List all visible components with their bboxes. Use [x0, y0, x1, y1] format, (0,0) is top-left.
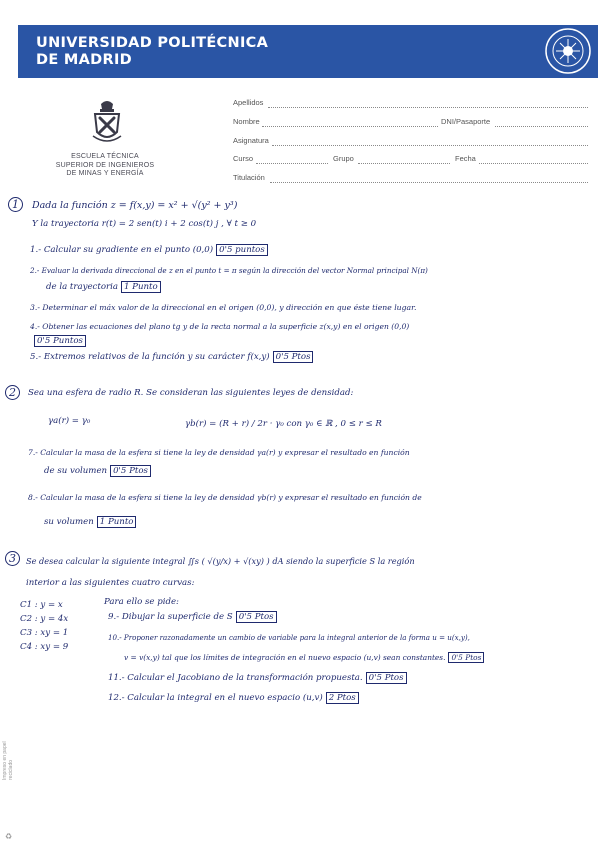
curve-c4: C4 : xy = 9: [20, 642, 69, 652]
apellidos-label: Apellidos: [233, 98, 264, 107]
question-4-points: 0'5 Puntos: [34, 335, 86, 347]
school-name: [45, 153, 165, 179]
problem-3-intro: Se desea calcular la siguiente integral ∬s ( √(y/x) + √(xy) ) dA siendo la superficie S la región: [26, 556, 415, 566]
question-11: [108, 673, 407, 684]
dni-label: DNI/Pasaporte: [441, 117, 491, 126]
question-9-points: 0'5 Ptos: [236, 611, 277, 623]
question-12-text: 12.- Calcular la integral en el nuevo espacio (u,v): [108, 693, 323, 703]
school-name-line1: ESCUELA TÉCNICA: [71, 153, 139, 160]
apellidos-field[interactable]: [268, 107, 588, 108]
recycled-paper-note: Impreso en papel reciclado: [2, 741, 14, 780]
question-7-line2: [44, 466, 151, 477]
question-12-points: 2 Ptos: [326, 692, 359, 704]
question-8-points: 1 Punto: [97, 516, 137, 528]
question-4: 4.- Obtener las ecuaciones del plano tg y de la recta normal a la superficie z(x,y) en el origen (0,0): [30, 322, 410, 331]
problem-1-intro: Dada la función z = f(x,y) = x² + √(y² + y³): [32, 200, 238, 211]
question-7-text: de su volumen: [44, 466, 108, 476]
university-name: [36, 35, 268, 69]
para-ello-se-pide: Para ello se pide:: [104, 597, 179, 607]
nombre-field[interactable]: [262, 126, 438, 127]
fecha-label: Fecha: [455, 154, 476, 163]
density-law-a: γa(r) = γ₀: [48, 416, 91, 426]
question-8-text: su volumen: [44, 517, 94, 527]
question-12: [108, 693, 359, 704]
question-10-text: v = v(x,y) tal que los límites de integración en el nuevo espacio (u,v) sean constantes.: [124, 653, 446, 662]
mining-crest-icon: [87, 98, 127, 146]
question-5-text: 5.- Extremos relativos de la función y su carácter f(x,y): [30, 352, 270, 362]
asignatura-label: Asignatura: [233, 136, 269, 145]
question-9-text: 9.- Dibujar la superficie de S: [108, 612, 233, 622]
recycle-icon: ♻: [5, 832, 13, 841]
university-name-line2: DE MADRID: [36, 52, 132, 68]
problem-1-number: 1: [8, 197, 23, 212]
problem-2-intro: Sea una esfera de radio R. Se consideran las siguientes leyes de densidad:: [28, 388, 354, 398]
curve-c1: C1 : y = x: [20, 600, 63, 610]
problem-1-trajectory: Y la trayectoria r(t) = 2 sen(t) i + 2 cos(t) j , ∀ t ≥ 0: [32, 219, 257, 229]
question-11-text: 11.- Calcular el Jacobiano de la transformación propuesta.: [108, 673, 363, 683]
fecha-field[interactable]: [479, 163, 588, 164]
nombre-label: Nombre: [233, 117, 260, 126]
dni-field[interactable]: [495, 126, 588, 127]
question-7-points: 0'5 Ptos: [110, 465, 151, 477]
question-5: [30, 352, 313, 363]
question-9: [108, 612, 277, 623]
curve-c3: C3 : xy = 1: [20, 628, 69, 638]
question-11-points: 0'5 Ptos: [366, 672, 407, 684]
question-2-text: de la trayectoria: [46, 282, 118, 292]
problem-2-number: 2: [5, 385, 20, 400]
question-3: 3.- Determinar el máx valor de la direccional en el origen (0,0), y dirección en que éste tiene lugar.: [30, 303, 417, 312]
curso-field[interactable]: [256, 163, 328, 164]
asignatura-field[interactable]: [272, 145, 588, 146]
titulacion-field[interactable]: [270, 182, 588, 183]
grupo-label: Grupo: [333, 154, 354, 163]
grupo-field[interactable]: [358, 163, 450, 164]
university-name-line1: UNIVERSIDAD POLITÉCNICA: [36, 35, 269, 51]
density-law-b: γb(r) = (R + r) / 2r · γ₀ con γ₀ ∈ ℝ , 0 ≤ r ≤ R: [185, 419, 382, 429]
problem-3-intro-2: interior a las siguientes cuatro curvas:: [26, 578, 195, 588]
question-8-line1: 8.- Calcular la masa de la esfera si tiene la ley de densidad γb(r) y expresar el resultado en función de: [28, 493, 422, 502]
question-7-line1: 7.- Calcular la masa de la esfera si tiene la ley de densidad γa(r) y expresar el resultado en función: [28, 448, 410, 457]
question-2-line2: [46, 282, 161, 293]
school-name-line2: SUPERIOR DE INGENIEROS: [55, 161, 155, 169]
question-1: [30, 245, 268, 256]
school-name-line3: DE MINAS Y ENERGÍA: [66, 170, 144, 177]
question-10-line2: [124, 652, 484, 663]
curso-label: Curso: [233, 154, 254, 163]
upm-seal-icon: [544, 27, 592, 75]
question-2-line1: 2.- Evaluar la derivada direccional de z en el punto t = π según la dirección del vector Normal principal N(π): [30, 266, 428, 275]
question-10-points: 0'5 Ptos: [448, 652, 484, 663]
question-8-line2: [44, 517, 136, 528]
question-2-points: 1 Punto: [121, 281, 161, 293]
curve-c2: C2 : y = 4x: [20, 614, 69, 624]
question-10-line1: 10.- Proponer razonadamente un cambio de variable para la integral anterior de la forma u = u(x,y),: [108, 633, 470, 642]
question-1-text: 1.- Calcular su gradiente en el punto (0,0): [30, 245, 214, 255]
problem-3-number: 3: [5, 551, 20, 566]
university-banner: [18, 25, 598, 78]
titulacion-label: Titulación: [233, 173, 265, 182]
question-5-points: 0'5 Ptos: [273, 351, 314, 363]
question-1-points: 0'5 puntos: [216, 244, 268, 256]
question-4-points-row: [34, 336, 86, 347]
